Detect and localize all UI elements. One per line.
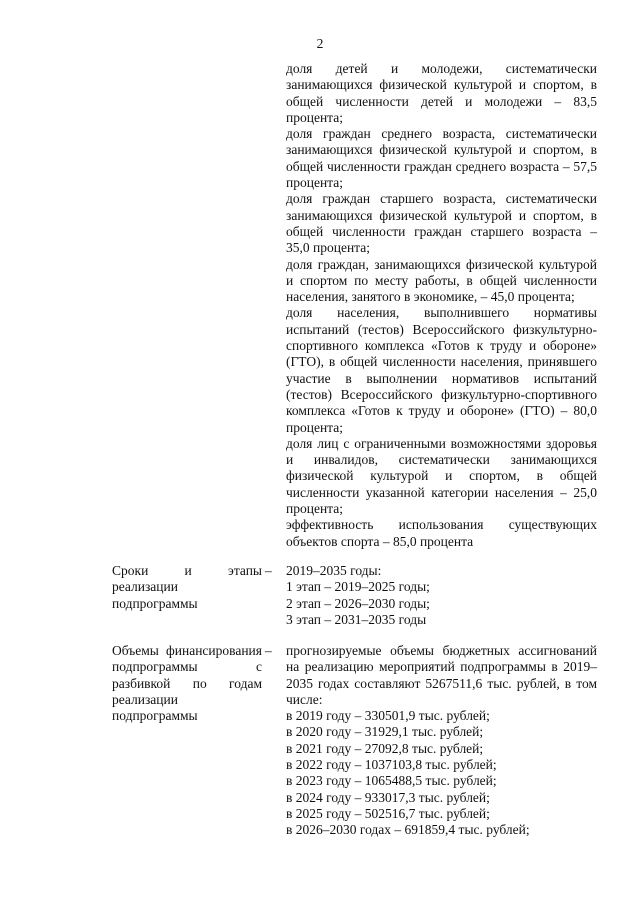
indicator-item: доля населения, выполнившего нормативы испытаний (тестов) Всероссийского физкультурно-спортивного комплекса «Готов к труду и обороне» (ГТО), в общей численности населения, принявшего участие в выполнении нормативов испытаний (тестов) Всероссийского физкультурно-спортивного комплекса «Готов к труду и обороне» (ГТО) – 80,0 процента;: [286, 305, 597, 435]
page-number: 2: [316, 36, 324, 51]
financing-values: [286, 643, 597, 839]
financing-year: в 2022 году – 1037103,8 тыс. рублей;: [286, 757, 497, 773]
terms-line: 1 этап – 2019–2025 годы;: [286, 579, 430, 595]
financing-year: в 2020 году – 31929,1 тыс. рублей;: [286, 724, 484, 740]
financing-intro: прогнозируемые объемы бюджетных ассигнований на реализацию мероприятий подпрограммы в 2019–2035 годах составляют 5267511,6 тыс. рублей, в том числе:: [286, 643, 597, 707]
terms-label: Сроки и этапы реализации подпрограммы: [112, 563, 262, 611]
terms-line: 2019–2035 годы:: [286, 563, 382, 578]
indicator-item: доля детей и молодежи, систематически занимающихся физической культурой и спортом, в общей численности детей и молодежи – 83,5 процента;: [286, 61, 597, 125]
indicator-item: доля граждан среднего возраста, систематически занимающихся физической культурой и спортом, в общей численности граждан среднего возраста – 57,5 процента;: [286, 126, 597, 191]
indicator-item: эффективность использования существующих объектов спорта – 85,0 процента: [286, 517, 597, 549]
financing-year: в 2024 году – 933017,3 тыс. рублей;: [286, 789, 490, 805]
terms-line: 3 этап – 2031–2035 годы: [286, 611, 427, 627]
terms-dash: –: [265, 563, 272, 578]
financing-dash: –: [265, 643, 272, 658]
terms-values: [286, 563, 597, 628]
indicator-item: доля граждан старшего возраста, систематически занимающихся физической культурой и спортом, в общей численности граждан старшего возраста – 35,0 процента;: [286, 191, 597, 256]
financing-year: в 2026–2030 годах – 691859,4 тыс. рублей;: [286, 822, 530, 838]
financing-year: в 2025 году – 502516,7 тыс. рублей;: [286, 805, 490, 821]
financing-year: в 2019 году – 330501,9 тыс. рублей;: [286, 708, 490, 724]
financing-year: в 2021 году – 27092,8 тыс. рублей;: [286, 740, 484, 756]
indicator-item: доля лиц с ограниченными возможностями здоровья и инвалидов, систематически занимающихся физической культурой и спортом, в общей численности указанной категории населения – 25,0 процента;: [286, 435, 597, 517]
financing-year: в 2023 году – 1065488,5 тыс. рублей;: [286, 773, 497, 789]
indicators-list: [286, 61, 597, 550]
terms-line: 2 этап – 2026–2030 годы;: [286, 595, 430, 611]
indicator-item: доля граждан, занимающихся физической культурой и спортом по месту работы, в общей численности населения, занятого в экономике, – 45,0 процента;: [286, 256, 597, 305]
financing-label: Объемы финансирования подпрограммы с разбивкой по годам реализации подпрограммы: [112, 643, 262, 724]
